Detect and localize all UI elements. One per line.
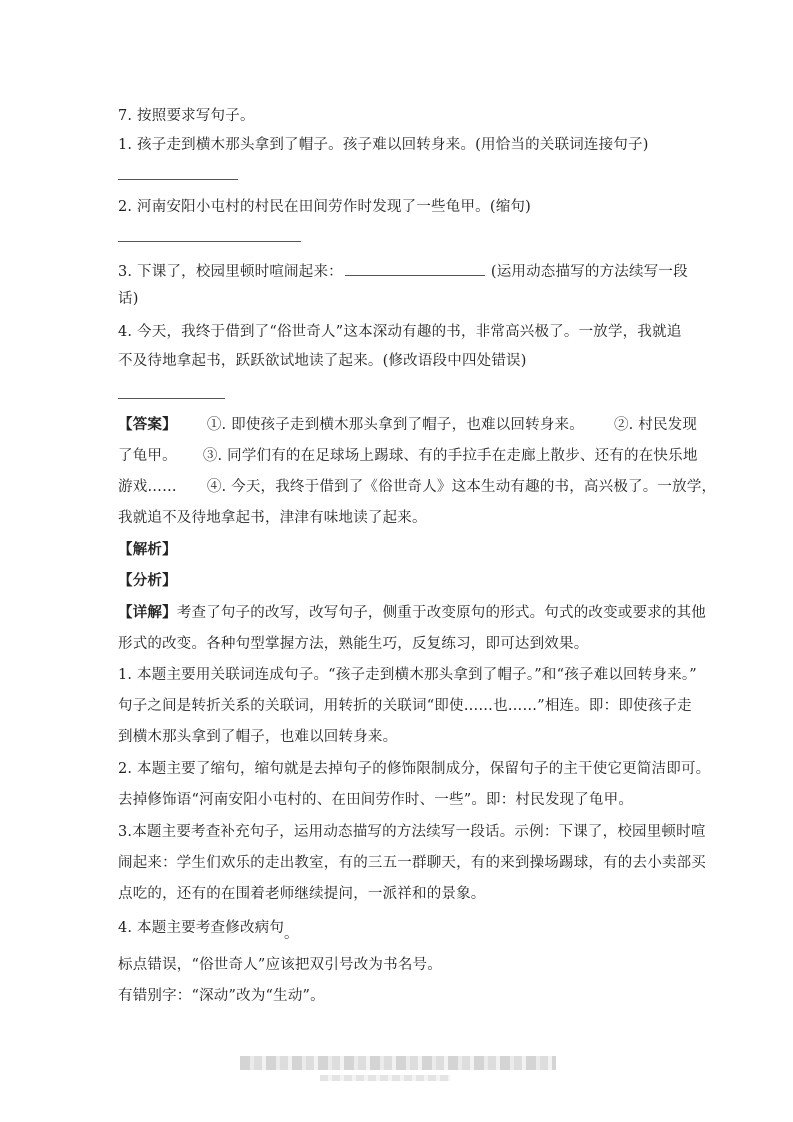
answer-line-1 (118, 415, 698, 435)
answer-label: 【答案】 (118, 416, 177, 433)
explanation-3-line-3: 点吃的，还有的在围着老师继续提问，一派祥和的景象。 (118, 886, 486, 902)
explanation-4-line-2: 标点错误，“俗世奇人”应该把双引号改为书名号。 (118, 957, 442, 973)
question-title: 7. 按照要求写句子。 (118, 108, 255, 124)
explanation-3-line-1: 3.本题主要考查补充句子，运用动态描写的方法续写一段话。示例：下课了，校园里顿时喧 (118, 824, 706, 840)
analysis-label: 【解析】 (118, 541, 177, 558)
blurred-footer (240, 1056, 556, 1070)
explanation-4-text: 4. 本题主要考查修改病句 (118, 920, 285, 936)
answer-line-3 (118, 477, 717, 497)
answer-2-start: ②. 村民发现 (613, 417, 698, 433)
explanation-2-line-2: 去掉修饰语“河南安阳小屯村的、在田间劳作时、一些”。即：村民发现了龟甲。 (118, 792, 634, 808)
question-item-3-instruction: (运用动态描写的方法续写一段 (490, 264, 688, 280)
question-item-4-continued: 不及待地拿起书，跃跃欲试地读了起来。(修改语段中四处错误) (118, 353, 527, 369)
explanation-4-line-1 (118, 918, 698, 942)
answer-4: ④. 今天，我终于借到了《俗世奇人》这本生动有趣的书，高兴极了。一放学， (206, 479, 717, 495)
answer-line-2 (118, 446, 698, 466)
question-item-1: 1. 孩子走到横木那头拿到了帽子。孩子难以回转身来。(用恰当的关联词连接句子) (118, 137, 649, 153)
question-item-3-text: 3. 下课了，校园里顿时喧闹起来： (118, 264, 343, 280)
answer-4-continued: 我就追不及待地拿起书，津津有味地读了起来。 (118, 510, 427, 526)
detail-text-1: 考查了句子的改写，改写句子，侧重于改变原句的形式。句式的改变或要求的其他 (176, 605, 707, 621)
answer-3: ③. 同学们有的在足球场上踢球、有的手拉手在走廊上散步、还有的在快乐地 (202, 448, 698, 464)
answer-3-end: 游戏…… (118, 479, 177, 495)
explanation-3-line-2: 闹起来：学生们欢乐的走出教室，有的三五一群聊天，有的来到操场踢球，有的去小卖部买 (118, 855, 706, 871)
question-item-3-continued: 话) (118, 291, 139, 307)
answer-blank-3 (345, 260, 485, 276)
answer-blank-2 (118, 241, 301, 242)
question-item-4: 4. 今天，我终于借到了“俗世奇人”这本深动有趣的书，非常高兴极了。一放学，我就追 (118, 324, 682, 340)
explanation-2-line-1: 2. 本题主要了缩句，缩句就是去掉句子的修饰限制成分，保留句子的主干使它更简洁即可。 (118, 761, 711, 777)
explanation-1-line-1: 1. 本题主要用关联词连成句子。“孩子走到横木那头拿到了帽子。”和“孩子难以回转身来。” (118, 667, 697, 683)
explanation-1-line-2: 句子之间是转折关系的关联词，用转折的关联词“即使……也……”相连。即：即使孩子走 (118, 698, 692, 714)
explanation-4-period: 。 (284, 926, 299, 942)
blurred-footer-sub (320, 1075, 450, 1081)
answer-2-end: 了龟甲。 (118, 448, 177, 464)
explanation-1-line-3: 到横木那头拿到了帽子，也难以回转身来。 (118, 729, 398, 745)
question-item-2: 2. 河南安阳小屯村的村民在田间劳作时发现了一些龟甲。(缩句) (118, 199, 531, 215)
explanation-4-line-3: 有错别字：“深动”改为“生动”。 (118, 988, 325, 1004)
fenxi-label: 【分析】 (118, 572, 177, 589)
detail-line-1 (118, 603, 707, 623)
detail-line-2: 形式的改变。各种句型掌握方法，熟能生巧，反复练习，即可达到效果。 (118, 636, 589, 652)
question-item-3 (118, 260, 698, 282)
answer-1: ①. 即使孩子走到横木那头拿到了帽子，也难以回转身来。 (206, 417, 584, 433)
answer-blank-1 (118, 179, 238, 180)
answer-blank-4 (118, 398, 225, 399)
detail-label: 【详解】 (118, 604, 177, 621)
